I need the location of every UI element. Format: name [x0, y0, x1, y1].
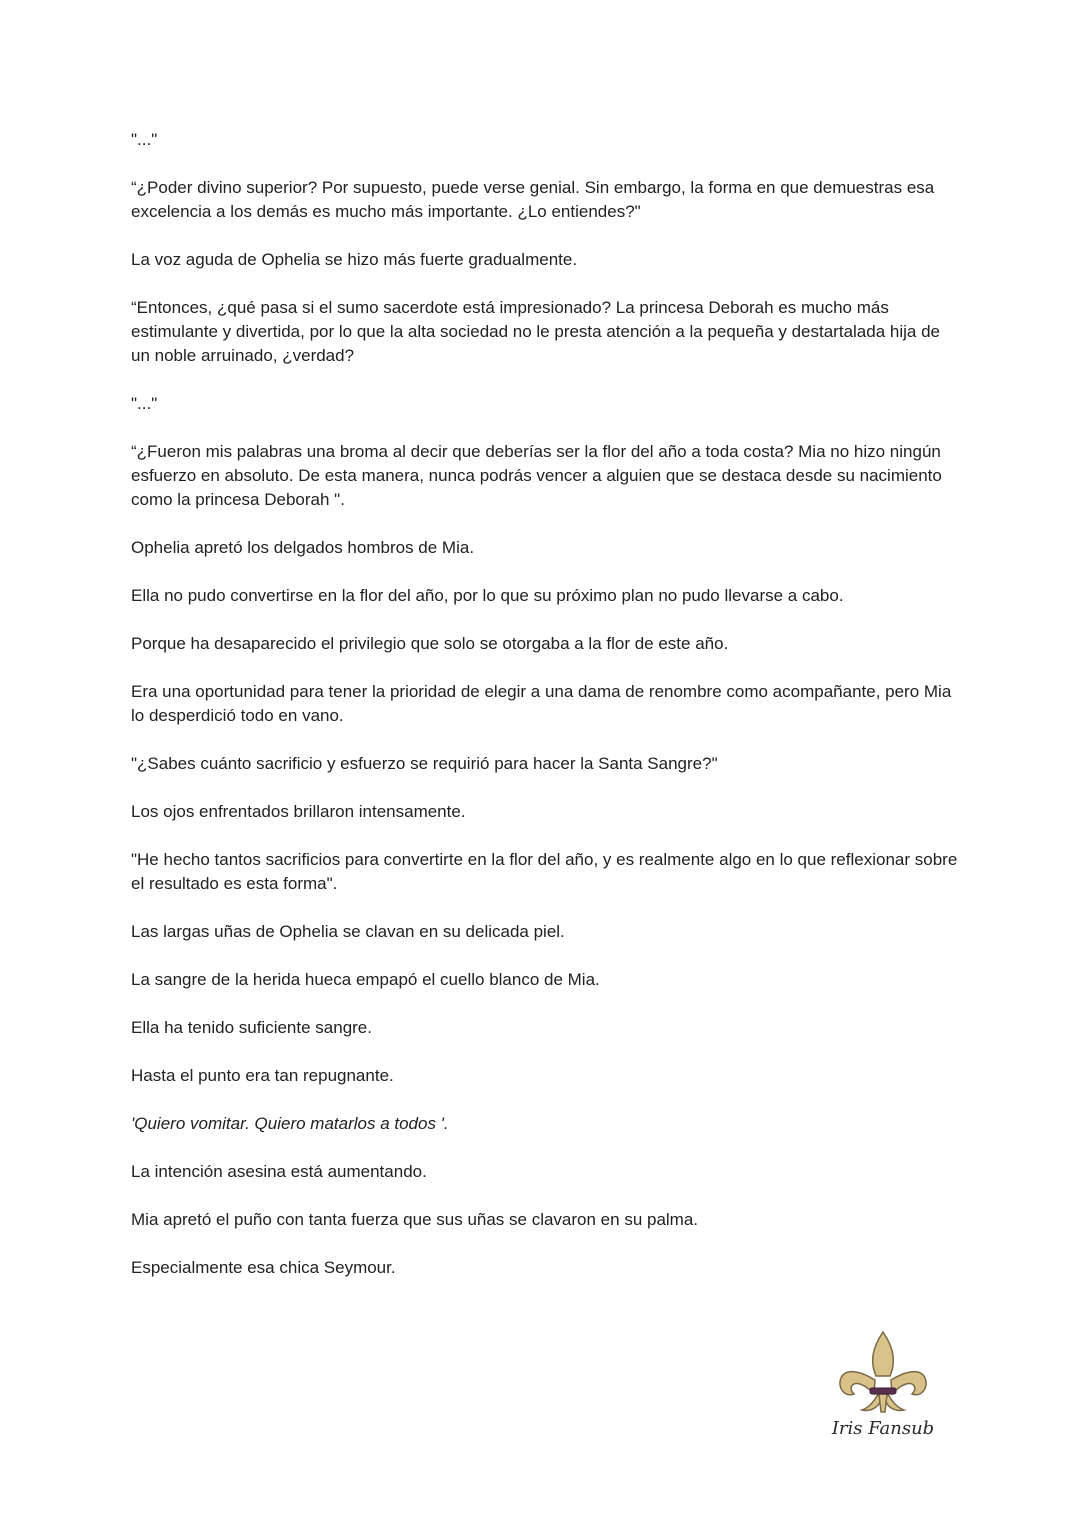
- paragraph: Especialmente esa chica Seymour.: [131, 1258, 396, 1277]
- paragraph: "...": [131, 130, 158, 149]
- paragraph: “¿Poder divino superior? Por supuesto, puede verse genial. Sin embargo, la forma en que demuestras esa excelencia a los demás es mucho más importante. ¿Lo entiendes?": [131, 178, 935, 221]
- paragraph: Hasta el punto era tan repugnante.: [131, 1066, 394, 1085]
- paragraph: Ella no pudo convertirse en la flor del año, por lo que su próximo plan no pudo llevarse a cabo.: [131, 586, 844, 605]
- paragraph: Las largas uñas de Ophelia se clavan en su delicada piel.: [131, 922, 565, 941]
- paragraph: "¿Sabes cuánto sacrificio y esfuerzo se requirió para hacer la Santa Sangre?": [131, 754, 718, 773]
- iris-fansub-logo: [828, 1328, 938, 1448]
- paragraph: La sangre de la herida hueca empapó el cuello blanco de Mia.: [131, 970, 600, 989]
- paragraph: Ophelia apretó los delgados hombros de Mia.: [131, 538, 475, 557]
- document-body: [131, 128, 961, 1304]
- paragraph: Mia apretó el puño con tanta fuerza que sus uñas se clavaron en su palma.: [131, 1210, 699, 1229]
- paragraph: "...": [131, 394, 158, 413]
- paragraph: Porque ha desaparecido el privilegio que solo se otorgaba a la flor de este año.: [131, 634, 729, 653]
- paragraph: Ella ha tenido suficiente sangre.: [131, 1018, 372, 1037]
- paragraph: Era una oportunidad para tener la prioridad de elegir a una dama de renombre como acompañante, pero Mia lo desperdició todo en vano.: [131, 682, 952, 725]
- fleur-de-lis-icon: [828, 1328, 938, 1418]
- italic-thought-paragraph: 'Quiero vomitar. Quiero matarlos a todos '.: [131, 1114, 449, 1133]
- paragraph: Los ojos enfrentados brillaron intensamente.: [131, 802, 466, 821]
- paragraph: La voz aguda de Ophelia se hizo más fuerte gradualmente.: [131, 250, 578, 269]
- paragraph: “Entonces, ¿qué pasa si el sumo sacerdote está impresionado? La princesa Deborah es mucho más estimulante y divertida, por lo que la alta sociedad no le presta atención a la pequeña y destartalada hija de un noble arruinado, ¿verdad?: [131, 298, 940, 365]
- logo-text: Iris Fansub: [831, 1418, 935, 1439]
- paragraph: La intención asesina está aumentando.: [131, 1162, 427, 1181]
- paragraph: "He hecho tantos sacrificios para convertirte en la flor del año, y es realmente algo en lo que reflexionar sobre el resultado es esta forma".: [131, 850, 958, 893]
- paragraph: “¿Fueron mis palabras una broma al decir que deberías ser la flor del año a toda costa? Mia no hizo ningún esfuerzo en absoluto. De esta manera, nunca podrás vencer a alguien que se destaca desde su nacimiento como la princesa Deborah ".: [131, 442, 942, 509]
